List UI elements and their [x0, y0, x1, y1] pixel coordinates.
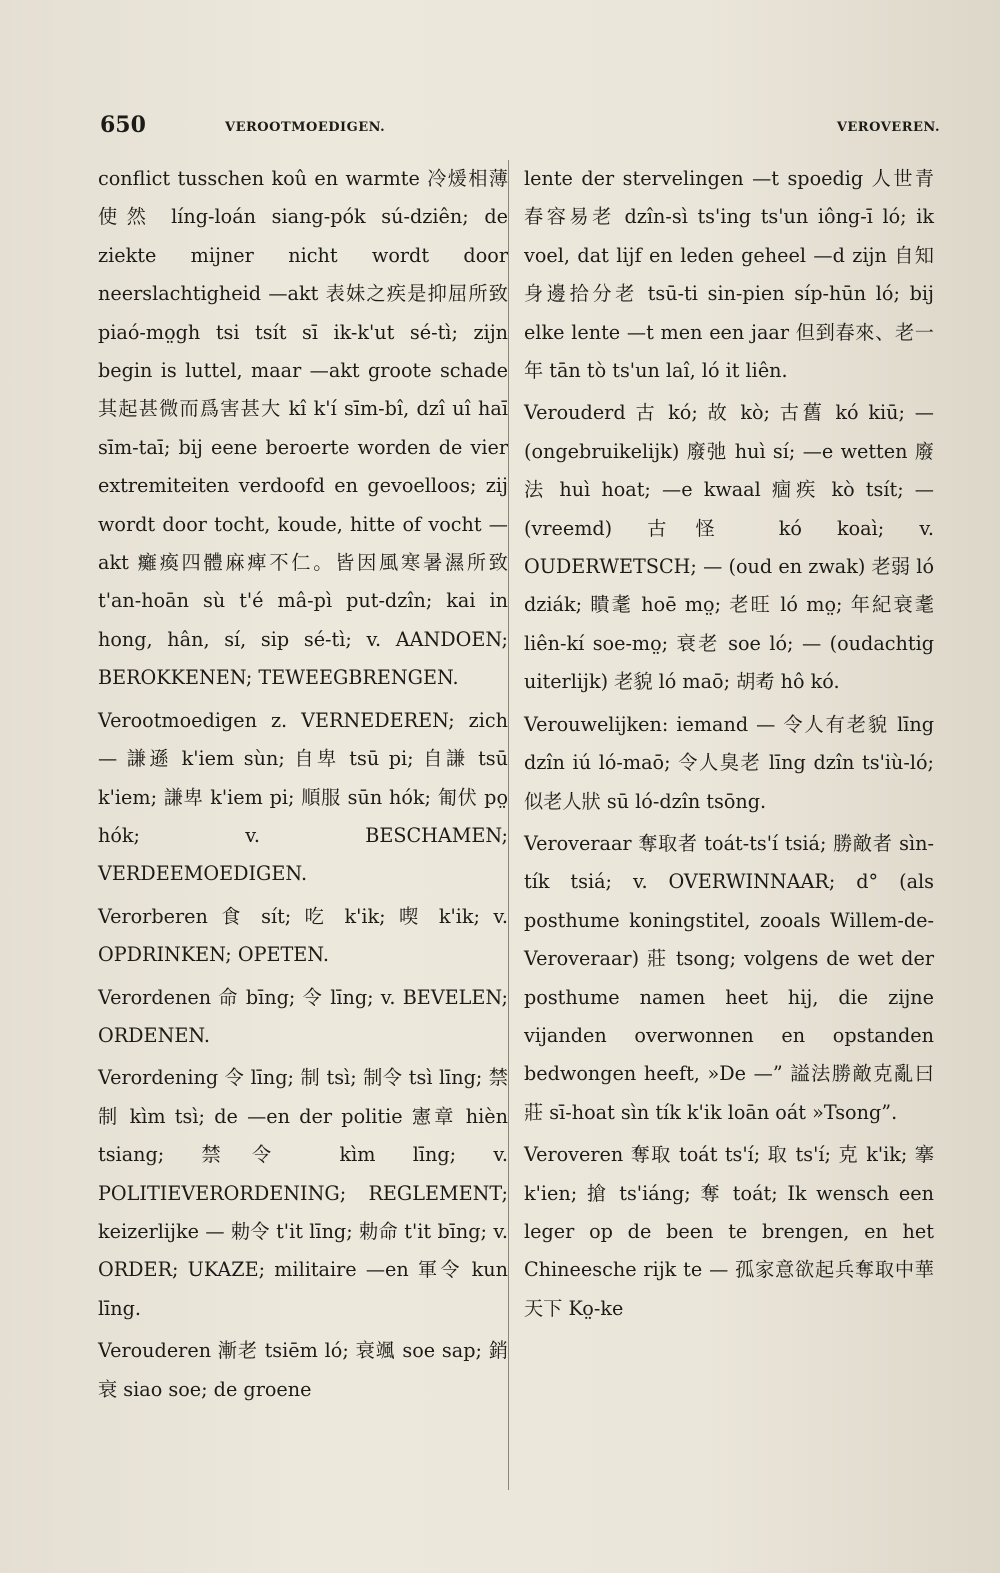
page-header: [100, 112, 940, 142]
right-column: [524, 160, 934, 1328]
entry-verordenen: Verordenen 命 bīng; 令 līng; v. BEVELEN; ORDENEN.: [98, 985, 508, 1047]
entry-verouderen: Verouderen 漸老 tsiēm ló; 衰颯 soe sap; 銷衰 siao soe; de groene: [98, 1339, 508, 1401]
entry-verorberen: Verorberen 食 sít; 吃 k'ik; 喫 k'ik; v. OPDRINKEN; OPETEN.: [98, 904, 508, 967]
left-column: [98, 160, 508, 1409]
column-divider: [508, 160, 509, 1490]
entry-verootmoedigen: Verootmoedigen z. VERNEDEREN; zich — 謙遜 k'iem sùn; 自卑 tsū pi; 自謙 tsū k'iem; 謙卑 k'iem pi; 順服 sūn hók; 匍伏 po̤ hók; v. BESCHAMEN; VERDEEMOEDIGEN.: [98, 708, 508, 886]
entry-continuation: conflict tusschen koû en warmte 冷煖相薄使然 líng-loán siang-pók sú-dziên; de ziekte mijner nicht wordt door neerslachtigheid —akt 表妹之疾是抑屈所致 piaó-mo̤gh tsi tsít sī ik-k'ut sé-tì; zijn begin is luttel, maar —akt groote schade 其起甚微而爲害甚大 kî k'í sīm-bî, dzî uî haī sīm-taī; bij eene beroerte worden de vier extremiteiten verdoofd en gevoelloos; zij wordt door tocht, koude, hitte of vocht —akt 癱瘓四體麻痺不仁。皆因風寒暑濕所致 t'an-hoān sù t'é mâ-pì put-dzîn; kai in hong, hân, sí, sip sé-tì; v. AANDOEN; BEROKKENEN; TEWEEGBRENGEN.: [98, 167, 508, 690]
page-number: 650: [100, 112, 146, 138]
entry-verordening: Verordening 令 līng; 制 tsì; 制令 tsì līng; 禁制 kìm tsì; de —en der politie 憲章 hièn tsiang; 禁令 kìm līng; v. POLITIEVERORDENING; REGLEMENT; keizerlijke — 勅令 t'it līng; 勅命 t'it bīng; v. ORDER; UKAZE; militaire —en 軍令 kun līng.: [98, 1066, 508, 1320]
running-head-right: VEROVEREN.: [836, 120, 940, 135]
entry-continuation-right: lente der stervelingen —t spoedig 人世青春容易老 dzîn-sì ts'ing ts'un iông-ī ló; ik voel, dat lijf en leden geheel —d zijn 自知身邊拾分老 tsū-ti sin-pien síp-hūn ló; bij elke lente —t men een jaar 但到春來、老一年 tān tò ts'un laî, ló it liên.: [524, 167, 934, 383]
running-head-left: VEROOTMOEDIGEN.: [225, 120, 386, 135]
entry-verouderd: Verouderd 古 kó; 故 kò; 古舊 kó kiū; — (ongebruikelijk) 廢弛 huì sí; —e wetten 廢法 huì hoat; —e kwaal 痼疾 kò tsít; — (vreemd) 古怪 kó koaì; v. OUDERWETSCH; — (oud en zwak) 老弱 ló dziák; 瞶耄 hoē mo̤; 老旺 ló mo̤; 年紀衰耄 liên-kí soe-mo̤; 衰老 soe ló; — (oudachtig uiterlijk) 老貌 ló maō; 胡耇 hô kó.: [524, 401, 934, 694]
entry-veroveren: Veroveren 奪取 toát ts'í; 取 ts'í; 克 k'ik; 搴 k'ien; 搶 ts'iáng; 奪 toát; Ik wensch een leger op de been te brengen, en het Chineesche rijk te — 孤家意欲起兵奪取中華天下 Ko̤-ke: [524, 1143, 934, 1320]
entry-veroveraar: Veroveraar 奪取者 toát-ts'í tsiá; 勝敵者 sìn-tík tsiá; v. OVERWINNAAR; d° (als posthume koningstitel, zooals Willem-de-Veroveraar) 莊 tsong; volgens de wet der posthume namen heet hij, die zijne vijanden overwonnen en opstanden bedwongen heeft, »De —” 謚法勝敵克亂曰莊 sī-hoat sìn tík k'ik loān oát »Tsong”.: [524, 831, 934, 1124]
entry-verouwelijken: Verouwelijken: iemand — 令人有老貌 līng dzîn iú ló-maō; 令人臭老 līng dzîn ts'iù-ló; 似老人狀 sū ló-dzîn tsōng.: [524, 712, 934, 813]
